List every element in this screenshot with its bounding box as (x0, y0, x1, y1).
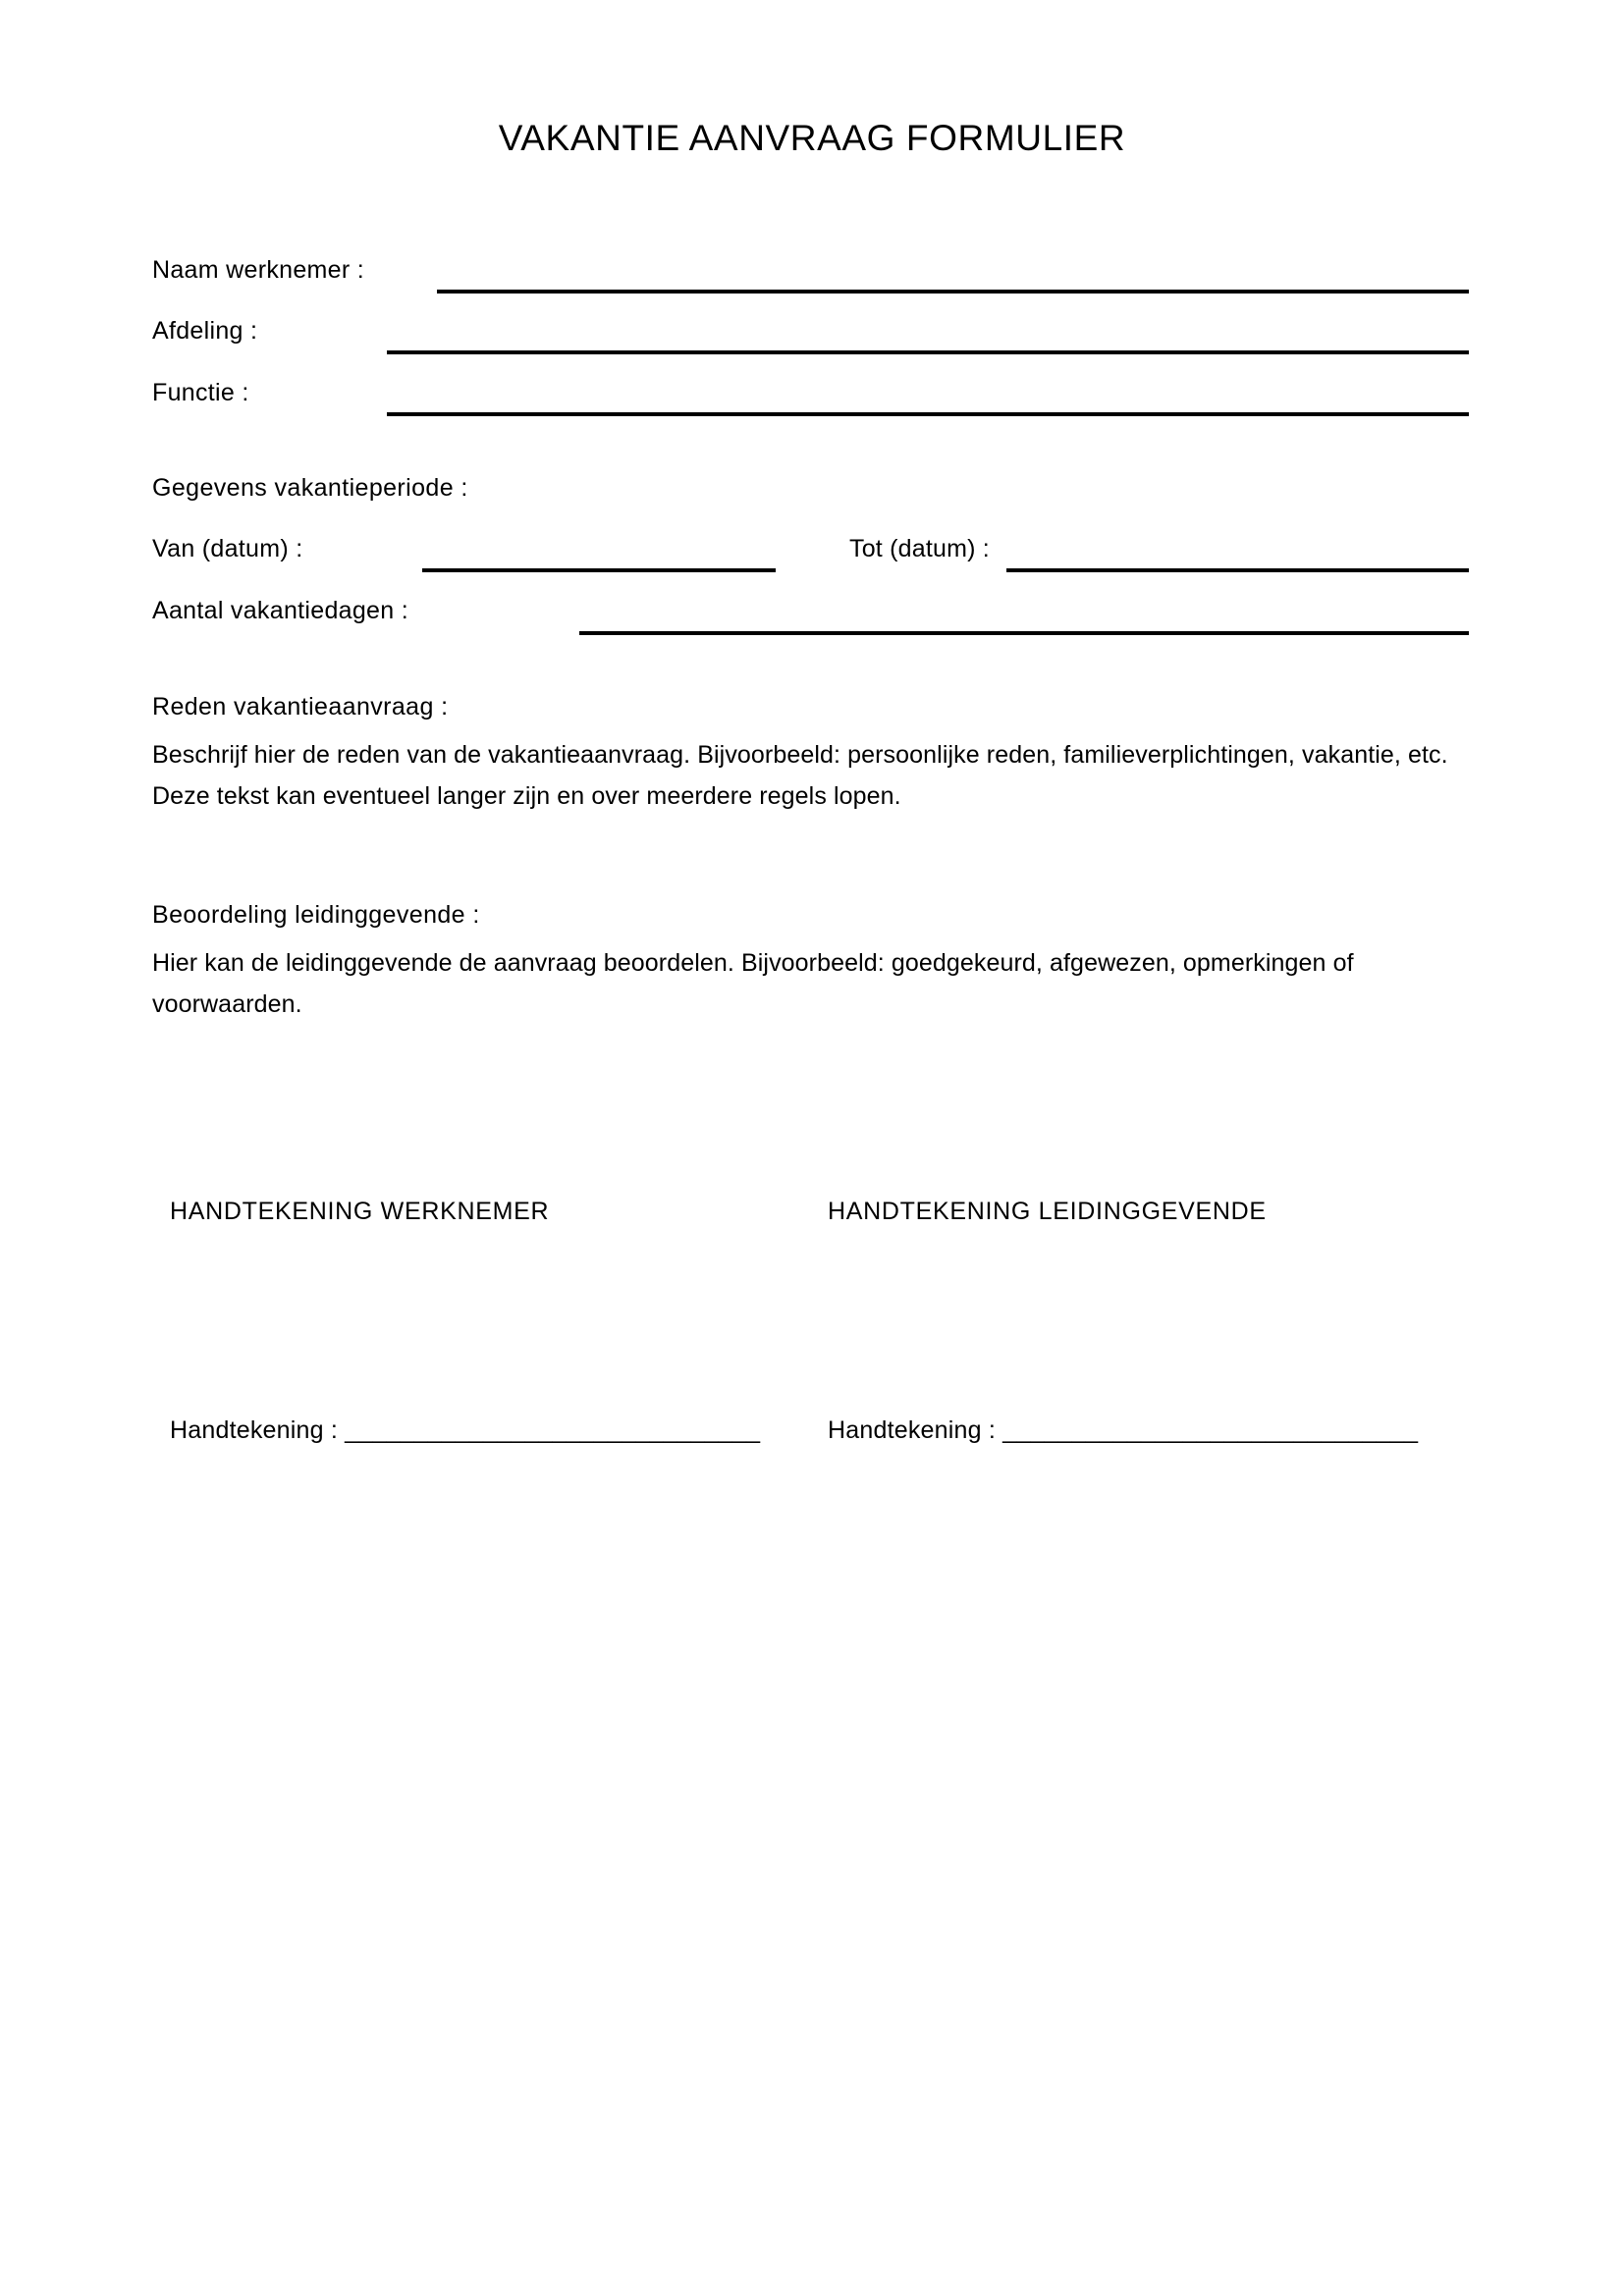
label-naam-werknemer: Naam werknemer : (152, 256, 364, 284)
label-aantal-vakantiedagen: Aantal vakantiedagen : (152, 597, 408, 624)
label-van-datum: Van (datum) : (152, 535, 303, 562)
input-line-naam-werknemer[interactable] (437, 290, 1469, 294)
input-line-aantal-vakantiedagen[interactable] (579, 631, 1469, 635)
input-line-functie[interactable] (387, 412, 1469, 416)
label-afdeling: Afdeling : (152, 317, 258, 345)
input-line-afdeling[interactable] (387, 350, 1469, 354)
heading-handtekening-leidinggevende: HANDTEKENING LEIDINGGEVENDE (828, 1198, 1267, 1225)
label-tot-datum: Tot (datum) : (849, 535, 990, 562)
signature-line-werknemer[interactable]: Handtekening : ______________________________ (170, 1416, 761, 1444)
heading-beoordeling-leidinggevende: Beoordeling leidinggevende : (152, 901, 480, 929)
text-reden-vakantieaanvraag: Beschrijf hier de reden van de vakantieaanvraag. Bijvoorbeeld: persoonlijke reden, familieverplichtingen, vakantie, etc. Deze tekst kan eventueel langer zijn en over meerdere regels lopen. (152, 741, 1448, 810)
signature-line-leidinggevende[interactable]: Handtekening : ______________________________ (828, 1416, 1419, 1444)
heading-reden-vakantieaanvraag: Reden vakantieaanvraag : (152, 693, 449, 721)
heading-gegevens-vakantieperiode: Gegevens vakantieperiode : (152, 474, 468, 502)
input-line-tot-datum[interactable] (1006, 568, 1469, 572)
text-beoordeling-leidinggevende: Hier kan de leidinggevende de aanvraag beoordelen. Bijvoorbeeld: goedgekeurd, afgewezen, opmerkingen of voorwaarden. (152, 949, 1354, 1018)
page-title: VAKANTIE AANVRAAG FORMULIER (498, 118, 1126, 158)
heading-handtekening-werknemer: HANDTEKENING WERKNEMER (170, 1198, 550, 1225)
label-functie: Functie : (152, 379, 249, 406)
input-line-van-datum[interactable] (422, 568, 776, 572)
